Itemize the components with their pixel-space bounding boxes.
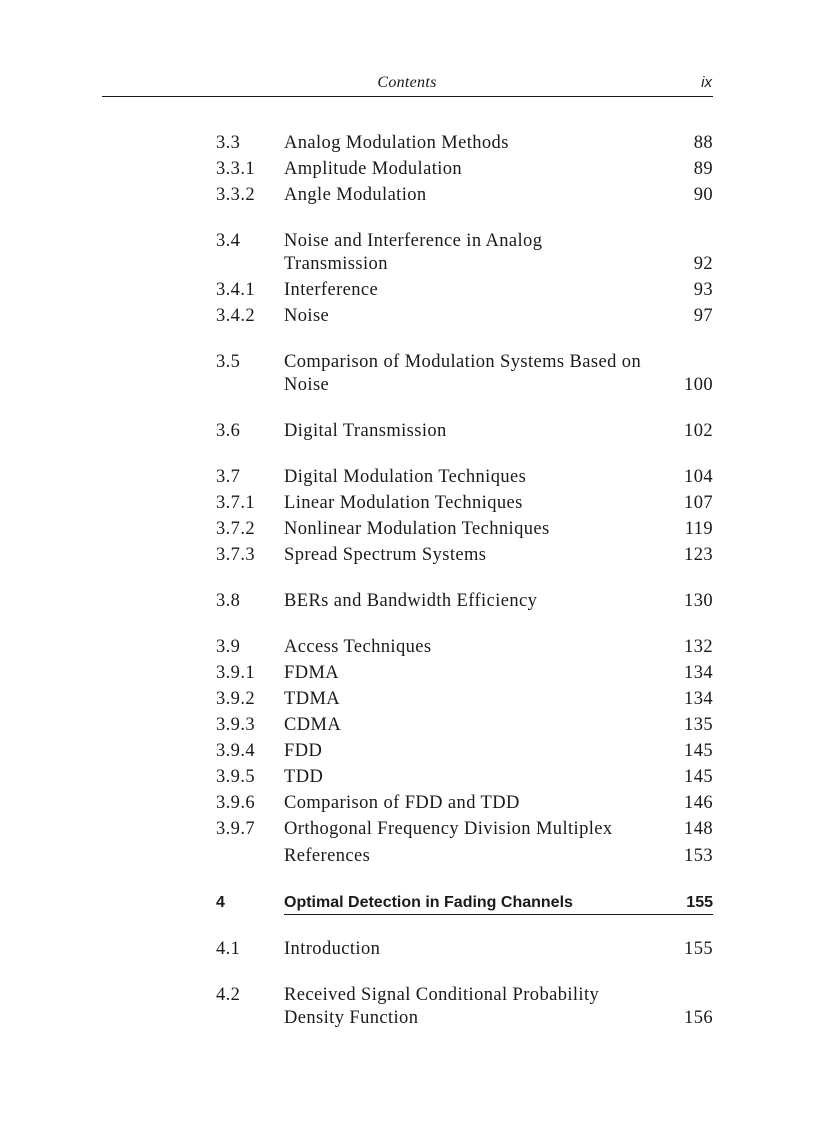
section-number: 3.9.4 [216, 741, 255, 761]
section-title: Introduction [284, 939, 381, 959]
page-number: 90 [693, 185, 713, 205]
toc-entry[interactable] [216, 938, 713, 961]
page-number: 134 [684, 663, 713, 683]
toc-entry-line [216, 714, 713, 737]
section-number: 3.7.2 [216, 519, 255, 539]
section-title: Noise [284, 306, 330, 326]
toc-entry-line [216, 662, 713, 685]
toc-entry-line [216, 492, 713, 515]
section-title: BERs and Bandwidth Efficiency [284, 591, 538, 611]
section-title: Noise [284, 375, 330, 395]
section-title: Orthogonal Frequency Division Multiplex [284, 819, 613, 839]
section-number: 3.4.2 [216, 306, 255, 326]
section-title: FDD [284, 741, 323, 761]
page-number: 134 [684, 689, 713, 709]
toc-entry-line [216, 466, 713, 489]
toc-entry[interactable] [216, 544, 713, 567]
section-title: Digital Transmission [284, 421, 447, 441]
section-title: Nonlinear Modulation Techniques [284, 519, 550, 539]
running-header [102, 72, 712, 96]
page-number: 123 [684, 545, 713, 565]
toc-entry[interactable] [216, 466, 713, 489]
toc-entry[interactable] [216, 590, 713, 613]
toc-entry-line [216, 279, 713, 302]
section-number: 4 [216, 894, 225, 911]
toc-entry[interactable] [216, 518, 713, 541]
toc-entry-line [216, 184, 713, 207]
section-title: Interference [284, 280, 379, 300]
section-number: 4.1 [216, 939, 241, 959]
toc-entry[interactable] [216, 845, 713, 868]
toc-chapter-entry[interactable] [216, 891, 713, 914]
toc-entry[interactable] [216, 714, 713, 737]
toc-entry-line [216, 1007, 713, 1030]
toc-entry-line [216, 132, 713, 155]
page-number: 92 [693, 254, 713, 274]
section-title: TDMA [284, 689, 341, 709]
page-number: 89 [693, 159, 713, 179]
section-title: Density Function [284, 1008, 419, 1028]
section-title: Comparison of Modulation Systems Based on [284, 352, 642, 372]
toc-entry[interactable] [216, 132, 713, 155]
page-number: 119 [684, 519, 713, 539]
toc-entry[interactable] [216, 279, 713, 302]
section-number: 3.9.7 [216, 819, 255, 839]
section-number: 3.5 [216, 352, 241, 372]
section-number: 3.6 [216, 421, 241, 441]
toc-entry[interactable] [216, 305, 713, 328]
toc-entry[interactable] [216, 818, 713, 841]
toc-entry[interactable] [216, 766, 713, 789]
header-rule [102, 96, 713, 97]
section-number: 3.9 [216, 637, 241, 657]
toc-entry-line [216, 305, 713, 328]
toc-entry-line [216, 984, 713, 1007]
toc-entry[interactable] [216, 984, 713, 1030]
section-number: 3.9.1 [216, 663, 255, 683]
toc-entry[interactable] [216, 230, 713, 276]
section-number: 3.3 [216, 133, 241, 153]
toc-entry-line [216, 891, 713, 914]
chapter-underline [284, 914, 713, 915]
section-title: Noise and Interference in Analog [284, 231, 543, 251]
toc-entry-line [216, 518, 713, 541]
page-number: 88 [693, 133, 713, 153]
page-number: 156 [684, 1008, 713, 1028]
section-title: Optimal Detection in Fading Channels [284, 894, 573, 911]
section-title: TDD [284, 767, 324, 787]
toc-entry-line [216, 351, 713, 374]
page-number: 100 [684, 375, 713, 395]
toc-entry[interactable] [216, 792, 713, 815]
toc-entry[interactable] [216, 688, 713, 711]
page-number: 135 [684, 715, 713, 735]
section-number: 3.3.2 [216, 185, 255, 205]
section-title: Analog Modulation Methods [284, 133, 509, 153]
page-number: 145 [684, 767, 713, 787]
section-number: 3.8 [216, 591, 241, 611]
toc-entry[interactable] [216, 492, 713, 515]
section-number: 3.7 [216, 467, 241, 487]
section-number: 3.7.1 [216, 493, 255, 513]
toc-entry-line [216, 253, 713, 276]
page-number: 130 [684, 591, 713, 611]
section-title: Linear Modulation Techniques [284, 493, 523, 513]
toc-entry-line [216, 590, 713, 613]
toc-entry-line [216, 938, 713, 961]
section-number: 3.7.3 [216, 545, 255, 565]
section-title: References [284, 846, 371, 866]
section-title: FDMA [284, 663, 340, 683]
toc-entry-line [216, 818, 713, 841]
toc-entry[interactable] [216, 662, 713, 685]
page-number: 155 [684, 939, 713, 959]
toc-entry[interactable] [216, 184, 713, 207]
section-number: 3.9.2 [216, 689, 255, 709]
section-title: CDMA [284, 715, 342, 735]
page-number: 93 [693, 280, 713, 300]
page-number: 146 [684, 793, 713, 813]
toc-entry-line [216, 374, 713, 397]
toc-entry-line [216, 420, 713, 443]
section-title: Received Signal Conditional Probability [284, 985, 600, 1005]
toc-entry-line [216, 792, 713, 815]
header-page-number: ix [701, 74, 712, 91]
section-title: Comparison of FDD and TDD [284, 793, 520, 813]
page-number: 153 [684, 846, 713, 866]
toc-entry[interactable] [216, 740, 713, 763]
toc-entry-line [216, 766, 713, 789]
header-title: Contents [377, 74, 437, 91]
page-number: 107 [684, 493, 713, 513]
toc-entry-line [216, 636, 713, 659]
page-number: 102 [684, 421, 713, 441]
section-title: Access Techniques [284, 637, 432, 657]
toc-entry-line [216, 845, 713, 868]
section-title: Spread Spectrum Systems [284, 545, 487, 565]
section-title: Digital Modulation Techniques [284, 467, 527, 487]
section-title: Amplitude Modulation [284, 159, 463, 179]
toc-entry-line [216, 544, 713, 567]
page-number: 155 [686, 894, 713, 911]
section-number: 3.9.5 [216, 767, 255, 787]
toc-entry[interactable] [216, 636, 713, 659]
toc-entry[interactable] [216, 420, 713, 443]
toc-entry[interactable] [216, 158, 713, 181]
section-number: 3.9.6 [216, 793, 255, 813]
section-number: 4.2 [216, 985, 241, 1005]
page-number: 148 [684, 819, 713, 839]
page-number: 104 [684, 467, 713, 487]
toc-entry[interactable] [216, 351, 713, 397]
section-number: 3.3.1 [216, 159, 255, 179]
section-number: 3.4.1 [216, 280, 255, 300]
page-number: 97 [693, 306, 713, 326]
page-number: 132 [684, 637, 713, 657]
toc-entry-line [216, 688, 713, 711]
toc-entry-line [216, 230, 713, 253]
section-number: 3.4 [216, 231, 241, 251]
page-number: 145 [684, 741, 713, 761]
section-number: 3.9.3 [216, 715, 255, 735]
toc-entry-line [216, 158, 713, 181]
toc-entry-line [216, 740, 713, 763]
section-title: Angle Modulation [284, 185, 427, 205]
section-title: Transmission [284, 254, 388, 274]
